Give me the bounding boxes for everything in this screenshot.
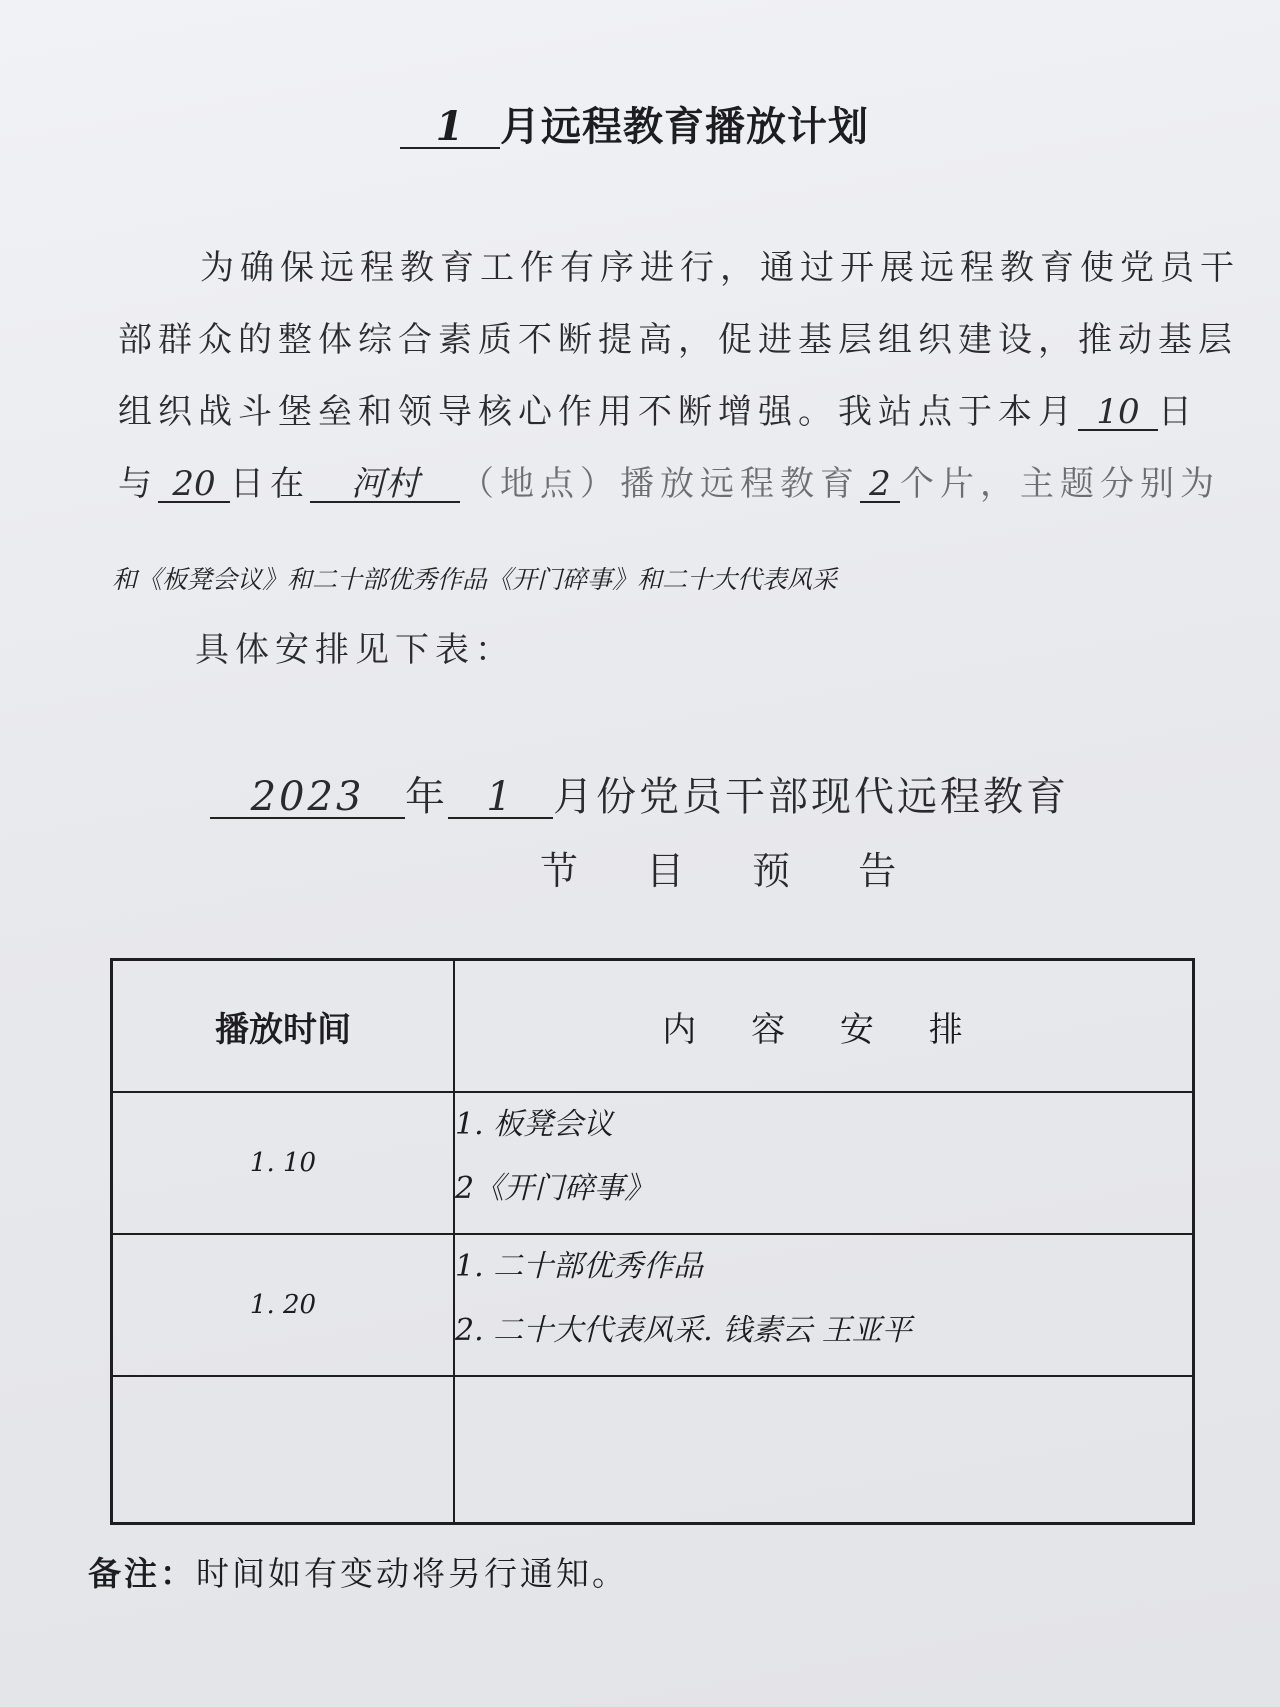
- row-content: [454, 1092, 1194, 1234]
- intro-line-2-text: 部群众的整体综合素质不断提高，促进基层组织建设，推动基层: [118, 320, 1238, 360]
- intro-line-3-end: 日: [1158, 392, 1198, 432]
- row-item: 1. 板凳会议: [455, 1107, 614, 1142]
- row-time: 1. 20: [112, 1234, 455, 1376]
- header-time: 播放时间: [112, 960, 455, 1093]
- program-title: [210, 765, 1069, 822]
- intro-line-3: [118, 384, 1198, 433]
- note-text: 时间如有变动将另行通知。: [196, 1554, 628, 1593]
- row-time-empty: [112, 1376, 455, 1524]
- day2-blank: 20: [158, 467, 230, 503]
- row-content: [454, 1234, 1194, 1376]
- count-blank: 2: [860, 467, 900, 503]
- program-subtitle: 节 目 预 告: [540, 849, 925, 893]
- program-month-blank: 1: [448, 777, 553, 819]
- program-title-suffix: 月份党员干部现代远程教育: [553, 774, 1069, 820]
- plan-title: [400, 95, 869, 152]
- arrangement-text: 具体安排见下表：: [195, 630, 515, 670]
- row-time: 1. 10: [112, 1092, 455, 1234]
- schedule-table: [110, 958, 1195, 1525]
- intro-line-4-a: 与: [118, 464, 158, 504]
- intro-line-1-text: 为确保远程教育工作有序进行，通过开展远程教育使党员干: [200, 248, 1240, 288]
- intro-line-2: [118, 312, 1238, 361]
- intro-line-4-b: 日在: [230, 464, 310, 504]
- intro-line-4: [118, 456, 1220, 505]
- title-text: 月远程教育播放计划: [500, 104, 869, 150]
- place-blank: 河村: [310, 467, 460, 503]
- row-item: 2. 二十大代表风采. 钱素云 王亚平: [455, 1313, 912, 1348]
- intro-line-3-text: 组织战斗堡垒和领导核心作用不断增强。我站点于本月: [118, 392, 1078, 432]
- intro-line-1: [200, 240, 1240, 289]
- row-content-empty: [454, 1376, 1194, 1524]
- row-item: 1. 二十部优秀作品: [455, 1249, 704, 1284]
- note-label: 备注：: [88, 1554, 196, 1593]
- header-content: 内 容 安 排: [454, 960, 1194, 1093]
- table-header-row: [112, 960, 1194, 1093]
- table-row-empty: [112, 1376, 1194, 1524]
- year-label: 年: [405, 774, 448, 820]
- intro-line-4-d: 个片，主题分别为: [900, 464, 1220, 504]
- footer-note: [88, 1548, 628, 1595]
- title-month-blank: 1: [400, 107, 500, 149]
- row-item: 2《开门碎事》: [455, 1171, 655, 1206]
- topics-handwritten: 和《板凳会议》和二十部优秀作品《开门碎事》和二十大代表风采: [112, 565, 838, 594]
- year-blank: 2023: [210, 777, 405, 819]
- table-row: [112, 1092, 1194, 1234]
- intro-line-4-c: （地点）播放远程教育: [460, 464, 860, 504]
- day1-blank: 10: [1078, 395, 1158, 431]
- table-row: [112, 1234, 1194, 1376]
